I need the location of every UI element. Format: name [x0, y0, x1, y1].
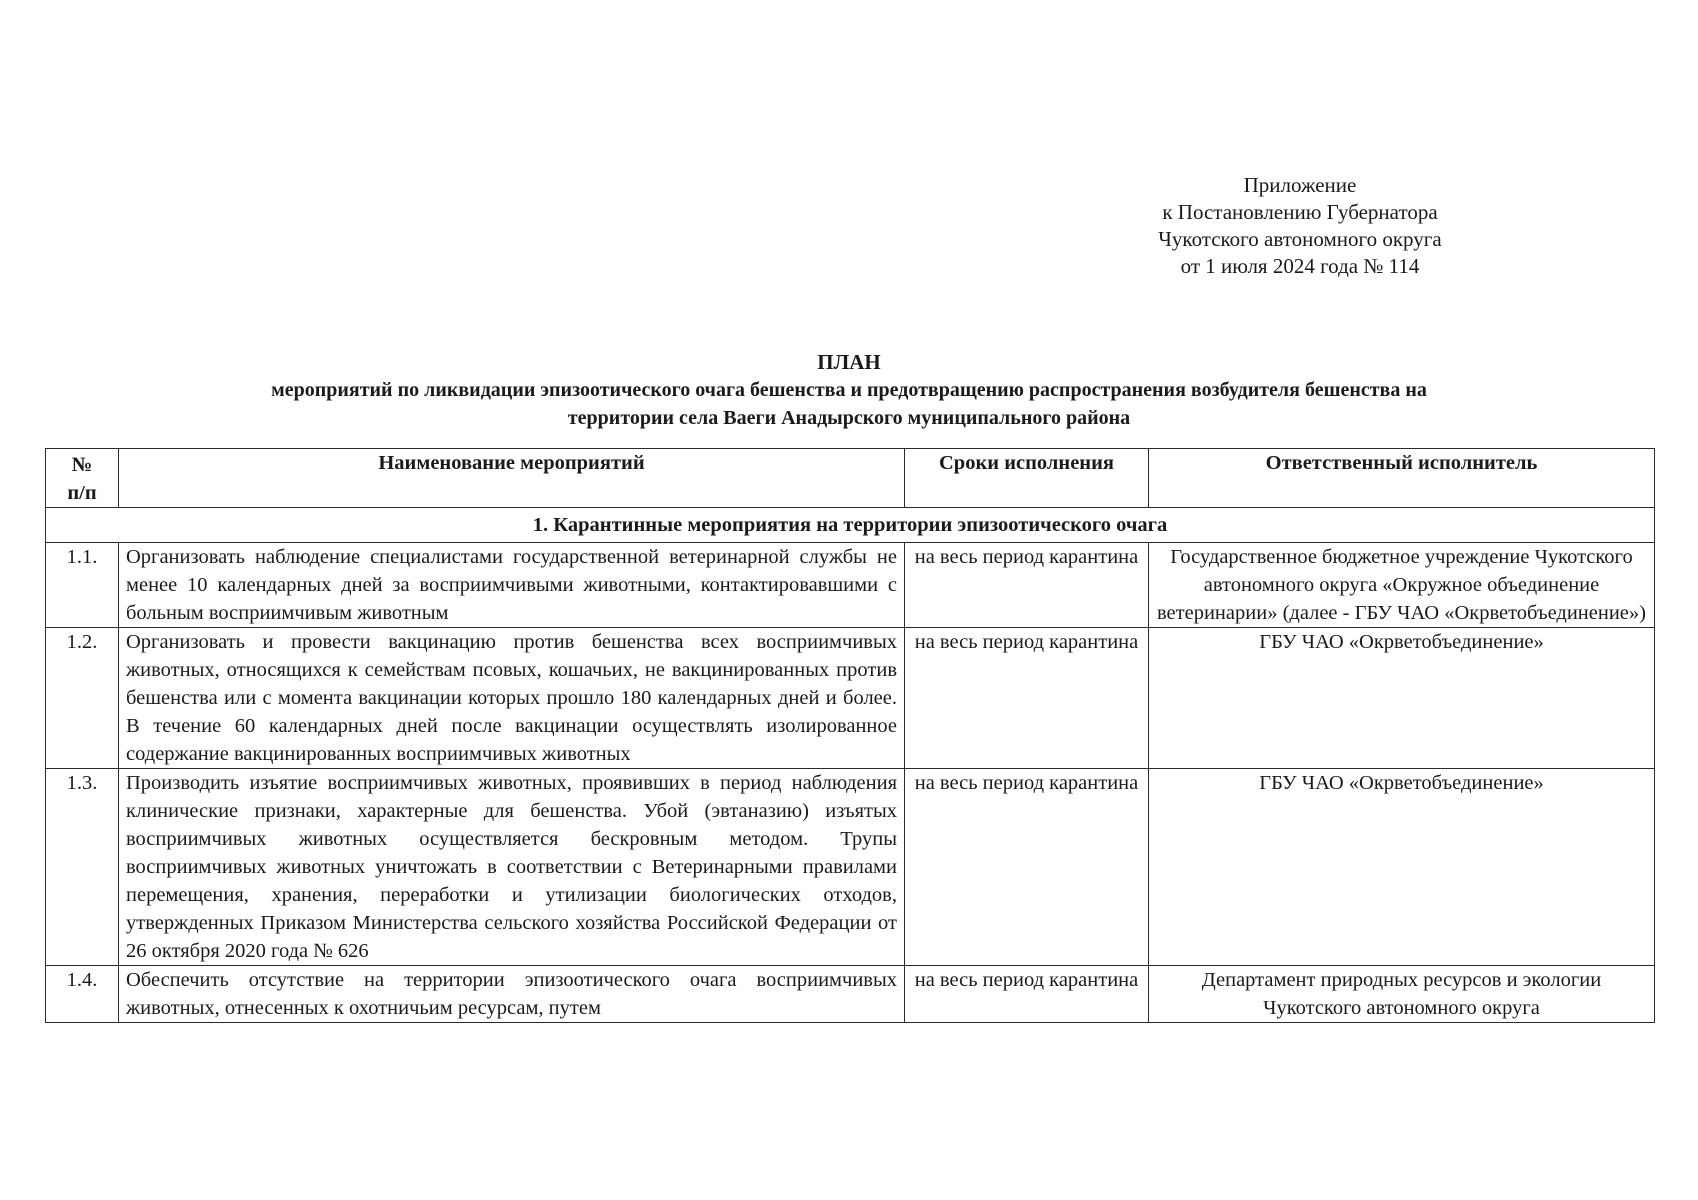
table-row	[46, 966, 1655, 1023]
row-term: на весь период карантина	[905, 966, 1149, 1023]
title-subtitle-line: территории села Ваеги Анадырского муниципального района	[567, 407, 1131, 429]
appendix-line: от 1 июля 2024 года № 114	[1180, 254, 1420, 278]
table-row	[46, 769, 1655, 966]
header-num-line2: п/п	[67, 482, 97, 504]
plan-table	[45, 448, 1655, 1023]
row-action: Производить изъятие восприимчивых животных, проявивших в период наблюдения клинические признаки, характерные для бешенства. Убой (эвтаназию) изъятых восприимчивых животных осуществляется бескровным методом. Трупы восприимчивых животных уничтожать в соответствии с Ветеринарными правилами перемещения, хранения, переработки и утилизации биологических отходов, утвержденных Приказом Министерства сельского хозяйства Российской Федерации от 26 октября 2020 года № 626	[119, 769, 905, 966]
table-row	[46, 628, 1655, 769]
row-action: Организовать и провести вакцинацию против бешенства всех восприимчивых животных, относящихся к семействам псовых, кошачьих, не вакцинированных против бешенства или с момента вакцинации которых прошло 180 календарных дней и более. В течение 60 календарных дней после вакцинации осуществлять изолированное содержание вакцинированных восприимчивых животных	[119, 628, 905, 769]
row-number: 1.4.	[46, 966, 119, 1023]
header-responsible: Ответственный исполнитель	[1149, 449, 1655, 508]
row-action: Обеспечить отсутствие на территории эпизоотического очага восприимчивых животных, отнесенных к охотничьим ресурсам, путем	[119, 966, 905, 1023]
table-header-row	[46, 449, 1655, 508]
header-term: Сроки исполнения	[905, 449, 1149, 508]
row-action: Организовать наблюдение специалистами государственной ветеринарной службы не менее 10 календарных дней за восприимчивыми животными, контактировавшими с больным восприимчивым животным	[119, 543, 905, 628]
row-responsible: ГБУ ЧАО «Окрветобъединение»	[1149, 628, 1655, 769]
table-row	[46, 543, 1655, 628]
row-number: 1.2.	[46, 628, 119, 769]
appendix-block	[1150, 172, 1450, 280]
appendix-line: Приложение	[1243, 173, 1357, 197]
header-name: Наименование мероприятий	[119, 449, 905, 508]
section-row	[46, 508, 1655, 543]
header-num-line1: №	[71, 454, 93, 476]
appendix-line: к Постановлению Губернатора	[1162, 200, 1438, 224]
row-responsible: Департамент природных ресурсов и экологии Чукотского автономного округа	[1149, 966, 1655, 1023]
row-term: на весь период карантина	[905, 628, 1149, 769]
appendix-line: Чукотского автономного округа	[1158, 227, 1442, 251]
document-title	[40, 348, 1658, 432]
row-number: 1.3.	[46, 769, 119, 966]
row-number: 1.1.	[46, 543, 119, 628]
row-term: на весь период карантина	[905, 769, 1149, 966]
section-title: 1. Карантинные мероприятия на территории эпизоотического очага	[46, 508, 1655, 543]
row-term: на весь период карантина	[905, 543, 1149, 628]
row-responsible: ГБУ ЧАО «Окрветобъединение»	[1149, 769, 1655, 966]
header-num	[46, 449, 119, 508]
title-subtitle-line: мероприятий по ликвидации эпизоотического очага бешенства и предотвращению распространения возбудителя бешенства на	[271, 379, 1427, 401]
row-responsible: Государственное бюджетное учреждение Чукотского автономного округа «Окружное объединение ветеринарии» (далее - ГБУ ЧАО «Окрветобъединение»)	[1149, 543, 1655, 628]
title-main: ПЛАН	[817, 350, 881, 374]
